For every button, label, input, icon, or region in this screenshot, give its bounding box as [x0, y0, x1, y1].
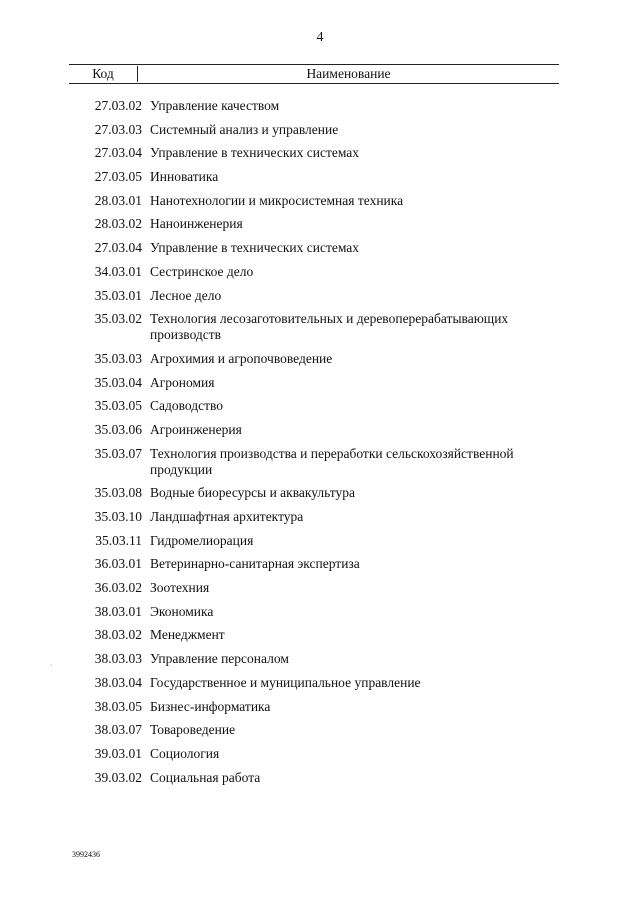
table-row: [69, 311, 559, 343]
row-name: Нанотехнологии и микросистемная техника: [150, 192, 404, 208]
table-row: [69, 240, 559, 256]
row-name: Агроинженерия: [150, 421, 242, 437]
row-code: 28.03.02: [94, 216, 142, 232]
row-code: 27.03.04: [94, 145, 142, 161]
row-name: Системный анализ и управление: [150, 121, 339, 137]
table-row: [69, 722, 559, 738]
row-code: 38.03.04: [94, 674, 142, 690]
row-name: Садоводство: [150, 398, 224, 414]
row-name: Зоотехния: [150, 580, 210, 596]
row-name: Бизнес-информатика: [150, 698, 271, 714]
table-row: [69, 533, 559, 549]
row-name: Управление персоналом: [150, 651, 289, 667]
table-row: [69, 351, 559, 367]
row-code: 34.03.01: [94, 263, 142, 279]
row-name: Агрохимия и агропочвоведение: [150, 350, 333, 366]
table-row: [69, 627, 559, 643]
table-row: [69, 675, 559, 691]
header-name: Наименование: [137, 66, 559, 82]
row-name: Инноватика: [150, 169, 219, 185]
row-name: Агрономия: [150, 374, 215, 390]
table-row: [69, 98, 559, 114]
row-code: 35.03.08: [94, 485, 142, 501]
page-number: 4: [316, 30, 324, 45]
row-code: 28.03.01: [94, 192, 142, 208]
header-code: Код: [92, 66, 114, 81]
row-code: 38.03.03: [94, 651, 142, 667]
row-name: Сестринское дело: [150, 263, 254, 279]
row-code: 35.03.10: [94, 509, 142, 524]
row-code: 39.03.02: [94, 769, 142, 785]
table-row: [69, 398, 559, 414]
row-name: Гидромелиорация: [150, 532, 254, 548]
row-code: 27.03.03: [94, 121, 142, 137]
row-name: Управление в технических системах: [150, 240, 360, 256]
table-row: [69, 651, 559, 667]
row-code: 39.03.01: [94, 745, 142, 761]
margin-mark: ·: [50, 661, 53, 670]
row-name: Технология производства и переработки сельскохозяйственной продукции: [150, 445, 514, 477]
table-row: [69, 699, 559, 715]
row-code: 27.03.04: [94, 240, 142, 256]
row-name: Ветеринарно-санитарная экспертиза: [150, 556, 360, 572]
row-name: Товароведение: [150, 722, 236, 738]
table-body: [69, 98, 559, 793]
row-code: 38.03.07: [94, 722, 142, 738]
row-code: 38.03.02: [94, 627, 142, 643]
row-code: 35.03.07: [94, 445, 142, 461]
row-name: Менеджмент: [150, 627, 225, 643]
row-code: 35.03.06: [94, 421, 142, 437]
table-row: [69, 746, 559, 762]
table-row: [69, 122, 559, 138]
table-row: [69, 288, 559, 304]
table-row: [69, 485, 559, 501]
table-row: [69, 216, 559, 232]
table-row: [69, 193, 559, 209]
row-name: Управление качеством: [150, 98, 280, 113]
row-code: 35.03.11: [95, 532, 142, 548]
table-row: [69, 375, 559, 391]
row-name: Технология лесозаготовительных и деревоперерабатывающих производств: [150, 311, 509, 343]
row-code: 38.03.05: [94, 698, 142, 714]
row-name: Ландшафтная архитектура: [150, 509, 304, 524]
row-code: 35.03.05: [94, 398, 142, 414]
row-name: Социология: [150, 745, 220, 761]
row-code: 27.03.02: [94, 98, 142, 113]
document-id: 3992436: [72, 850, 100, 859]
table-header: [69, 64, 559, 84]
row-code: 36.03.02: [94, 580, 142, 596]
row-code: 35.03.02: [94, 311, 142, 327]
row-code: 35.03.03: [94, 350, 142, 366]
table-row: [69, 509, 559, 525]
table-row: [69, 770, 559, 786]
row-name: Социальная работа: [150, 769, 261, 785]
table-row: [69, 604, 559, 620]
row-code: 35.03.04: [94, 374, 142, 390]
row-name: Управление в технических системах: [150, 145, 360, 161]
row-code: 36.03.01: [94, 556, 142, 572]
table-row: [69, 556, 559, 572]
row-name: Лесное дело: [150, 287, 222, 303]
row-name: Водные биоресурсы и аквакультура: [150, 485, 356, 501]
table-row: [69, 580, 559, 596]
row-code: 38.03.01: [94, 603, 142, 619]
row-name: Государственное и муниципальное управление: [150, 674, 421, 690]
row-name: Экономика: [150, 603, 214, 619]
table-row: [69, 422, 559, 438]
row-code: 35.03.01: [94, 287, 142, 303]
row-code: 27.03.05: [94, 169, 142, 185]
table-row: [69, 264, 559, 280]
table-row: [69, 169, 559, 185]
table-row: [69, 145, 559, 161]
row-name: Наноинженерия: [150, 216, 243, 232]
table-row: [69, 446, 559, 478]
